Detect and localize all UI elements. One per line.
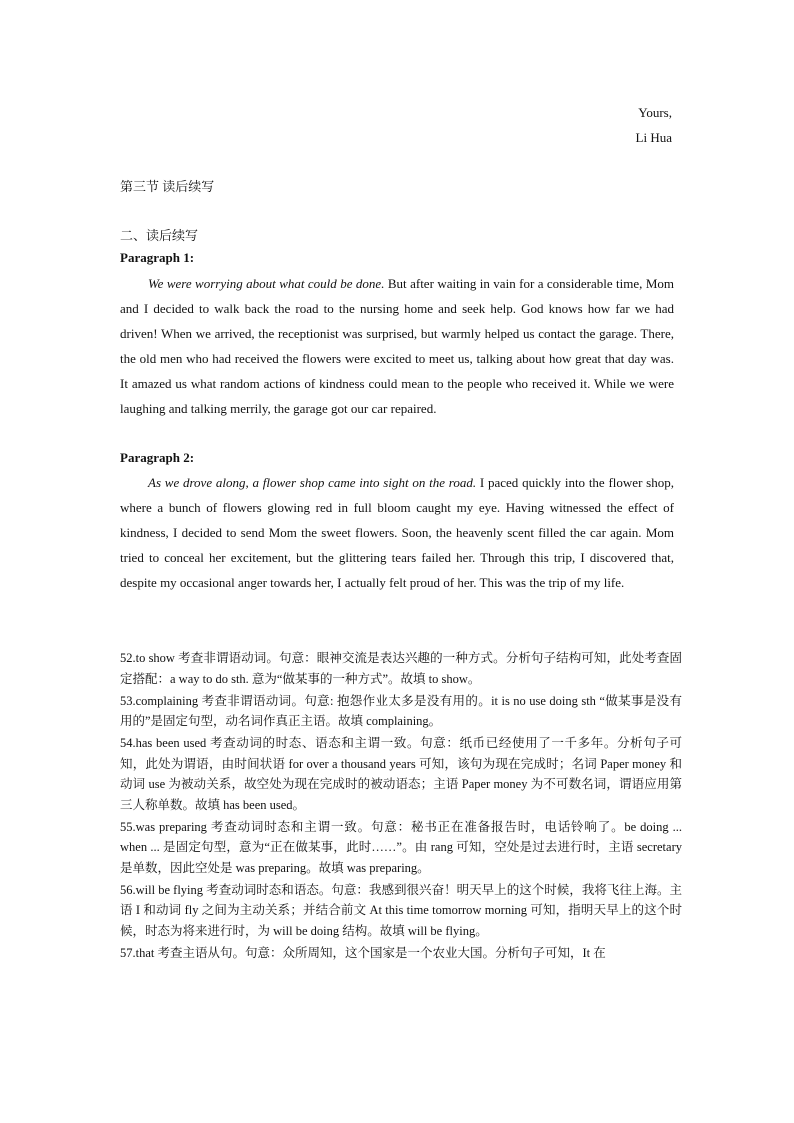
- answer-item: 55.was preparing 考查动词时态和主谓一致。句意：秘书正在准备报告时，电话铃响了。be doing ... when ... 是固定句型，意为“正在做某事，此时……”。由 rang 可知，空处是过去进行时，主语 secretary 是单数，因此空处是 was preparing。故填 was preparing。: [120, 819, 682, 875]
- letter-closing: [636, 100, 672, 150]
- paragraph2-text: [120, 471, 674, 596]
- answer-item: 54.has been used 考查动词的时态、语态和主谓一致。句意：纸币已经使用了一千多年。分析句子可知，此处为谓语，由时间状语 for over a thousand years 可知，该句为现在完成时；名词 Paper money 和动词 use 为被动关系，故空处为现在完成时的被动语态；主语 Paper money 为不可数名词，谓语应用第三人称单数。故填 has been used。: [120, 736, 682, 812]
- answer-item: 56.will be flying 考查动词时态和语态。句意：我感到很兴奋！明天早上的这个时候，我将飞往上海。主语 I 和动词 fly 之间为主动关系；并结合前文 At this time tomorrow morning 可知，指明天早上的这个时候，时态为将来进行时，为 will be doing 结构。故填 will be flying。: [120, 882, 682, 938]
- signature-name: Li Hua: [635, 130, 672, 145]
- section-title: 第三节 读后续写: [120, 179, 215, 194]
- answer-item: 53.complaining 考查非谓语动词。句意: 抱怨作业太多是没有用的。it is no use doing sth “做某事是没有用的”是固定句型，动名词作真正主语。故填 complaining。: [120, 693, 682, 728]
- paragraph1-lead: We were worrying about what could be done.: [148, 276, 385, 291]
- paragraph1-body: But after waiting in vain for a considerable time, Mom and I decided to walk back the road to the nursing home and seek help. God knows how far we had driven! When we arrived, the receptionist was surprised, but warmly helped us contact the garage. There, the old men who had received the flowers were excited to meet us, talking about how great that day was. It amazed us what random actions of kindness could mean to the people who received it. While we were laughing and talking merrily, the garage got our car repaired.: [120, 276, 674, 416]
- subsection-title: 二、读后续写: [120, 228, 199, 243]
- sign-off: Yours,: [638, 105, 672, 120]
- paragraph2-lead: As we drove along, a flower shop came into sight on the road.: [148, 475, 477, 490]
- paragraph2-body: I paced quickly into the flower shop, where a bunch of flowers glowing red in full bloom caught my eye. Having witnessed the effect of kindness, I decided to send Mom the sweet flowers. Soon, the heavenly scent filled the car again. Mom tried to conceal her excitement, but the glittering tears failed her. Through this trip, I discovered that, despite my occasional anger towards her, I actually felt proud of her. This was the trip of my life.: [120, 475, 674, 590]
- answer-key-list: [120, 648, 682, 965]
- paragraph1-text: [120, 272, 674, 421]
- paragraph1-label: Paragraph 1:: [120, 250, 195, 265]
- answer-item: 52.to show 考查非谓语动词。句意：眼神交流是表达兴趣的一种方式。分析句子结构可知，此处考查固定搭配：a way to do sth. 意为“做某事的一种方式”。故填 to show。: [120, 651, 682, 686]
- answer-item: 57.that 考查主语从句。句意：众所周知，这个国家是一个农业大国。分析句子可知，It 在: [120, 945, 606, 960]
- paragraph2-label: Paragraph 2:: [120, 450, 195, 465]
